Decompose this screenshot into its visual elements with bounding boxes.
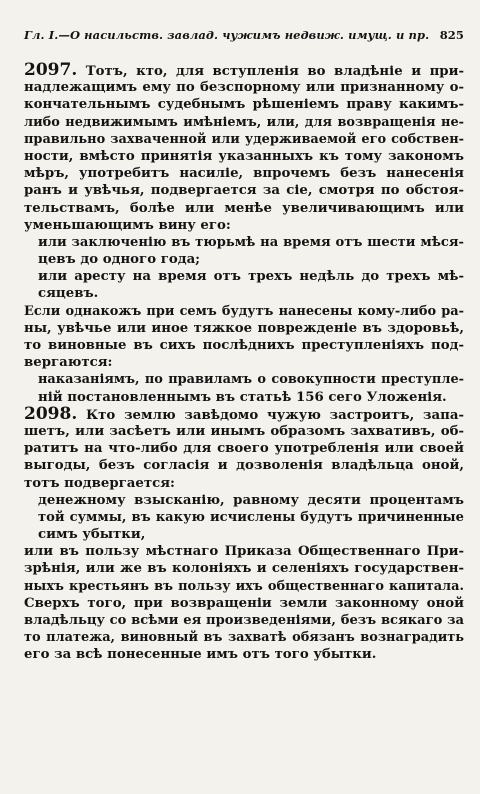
line-text: ранъ и увѣчья, подвергается за сіе, смотря по обстоя-	[24, 183, 464, 199]
text-line	[24, 165, 464, 182]
line-text: Кто землю завѣдомо чужую застроитъ, запа-	[77, 407, 464, 423]
line-text: вергаются:	[24, 355, 113, 371]
article-number: 2097.	[24, 62, 78, 80]
text-line	[24, 131, 464, 148]
text-line	[24, 285, 464, 302]
text-line	[24, 114, 464, 131]
line-text: то виновные въ сихъ послѣднихъ преступленіяхъ под-	[24, 338, 464, 353]
line-text: цевъ до одного года;	[38, 252, 201, 268]
line-text: ратитъ на что-либо для своего употребленія или своей	[24, 441, 464, 457]
line-text: надлежащимъ ему по безспорному или признанному о-	[24, 80, 464, 96]
line-text: кончательнымъ судебнымъ рѣшеніемъ праву какимъ-	[24, 97, 464, 113]
text-line	[24, 440, 464, 457]
line-text: либо недвижимымъ имѣніемъ, или, для возвращенія не-	[24, 114, 464, 130]
running-header	[24, 28, 464, 42]
line-text: Сверхъ того, при возвращеніи земли законному оной	[24, 595, 464, 611]
text-line	[24, 62, 464, 79]
text-line	[24, 148, 464, 165]
line-text: сяцевъ.	[38, 286, 99, 302]
text-line	[24, 406, 464, 423]
line-text: ны, увѣчье или иное тяжкое поврежденіе въ здоровьѣ,	[24, 320, 464, 336]
line-text: или аресту на время отъ трехъ недѣль до трехъ мѣ-	[38, 269, 464, 285]
line-text: ности, вмѣсто принятія указанныхъ къ тому закономъ	[24, 148, 464, 164]
line-text: или заключенію въ тюрьмѣ на время отъ шести мѣся-	[38, 234, 464, 250]
article-number: 2098.	[24, 405, 78, 423]
chapter-title: Гл. I.—О насильств. завлад. чужимъ недвиж. имущ. и пр.	[24, 28, 430, 42]
line-text: наказаніямъ, по правиламъ о совокупности преступле-	[38, 372, 464, 388]
line-text: зрѣнія, или же въ колоніяхъ и селеніяхъ государствен-	[24, 561, 464, 577]
text-line	[24, 543, 464, 560]
line-text: то платежа, виновный въ захватѣ обязанъ вознаградить	[24, 630, 464, 646]
text-line	[24, 595, 464, 612]
line-text: уменьшающимъ вину его:	[24, 217, 231, 233]
line-text: правильно захваченной или удерживаемой его собствен-	[24, 131, 464, 147]
line-text: выгоды, безъ согласія и дозволенія владѣльца оной,	[24, 458, 464, 474]
text-line	[24, 457, 464, 474]
text-line	[24, 629, 464, 646]
text-line	[24, 492, 464, 509]
line-text: денежному взысканію, равному десяти процентамъ	[38, 492, 464, 508]
text-line	[24, 234, 464, 251]
text-line	[24, 217, 464, 234]
text-line	[24, 354, 464, 371]
text-line	[24, 475, 464, 492]
text-line	[24, 251, 464, 268]
text-line	[24, 612, 464, 629]
text-line	[24, 182, 464, 199]
line-text: мѣръ, употребитъ насиліе, впрочемъ безъ нанесенія	[24, 166, 464, 182]
line-text: Если однакожъ при семъ будутъ нанесены кому-либо ра-	[24, 303, 464, 319]
text-line	[24, 509, 464, 526]
line-text: ній постановленнымъ въ статьѣ 156 сего Уложенія.	[38, 389, 447, 405]
line-text: тотъ подвергается:	[24, 475, 175, 491]
text-line	[24, 646, 464, 663]
text-line	[24, 320, 464, 337]
text-line	[24, 389, 464, 406]
text-line	[24, 578, 464, 595]
text-line	[24, 200, 464, 217]
text-line	[24, 560, 464, 577]
line-text: той суммы, въ какую исчислены будутъ причиненные	[38, 509, 464, 525]
line-text: или въ пользу мѣстнаго Приказа Общественнаго При-	[24, 544, 464, 560]
text-line	[24, 96, 464, 113]
page-number: 825	[439, 28, 464, 42]
line-text: ныхъ крестьянъ въ пользу ихъ общественнаго капитала.	[24, 578, 464, 594]
text-line	[24, 268, 464, 285]
text-line	[24, 371, 464, 388]
line-text: Тотъ, кто, для вступленія во владѣніе и при-	[77, 64, 464, 79]
line-text: его за всѣ понесенные имъ отъ того убытки.	[24, 647, 377, 663]
line-text: тельствамъ, болѣе или менѣе увеличивающимъ или	[24, 200, 464, 216]
text-line	[24, 303, 464, 320]
text-line	[24, 79, 464, 96]
text-line	[24, 526, 464, 543]
line-text: симъ убытки,	[38, 527, 146, 543]
text-line	[24, 337, 464, 354]
line-text: шетъ, или засѣетъ или инымъ образомъ захвативъ, об-	[24, 423, 464, 439]
line-text: владѣльцу со всѣми ея произведеніями, безъ всякаго за	[24, 613, 464, 628]
text-line	[24, 423, 464, 440]
body-text	[24, 62, 464, 664]
